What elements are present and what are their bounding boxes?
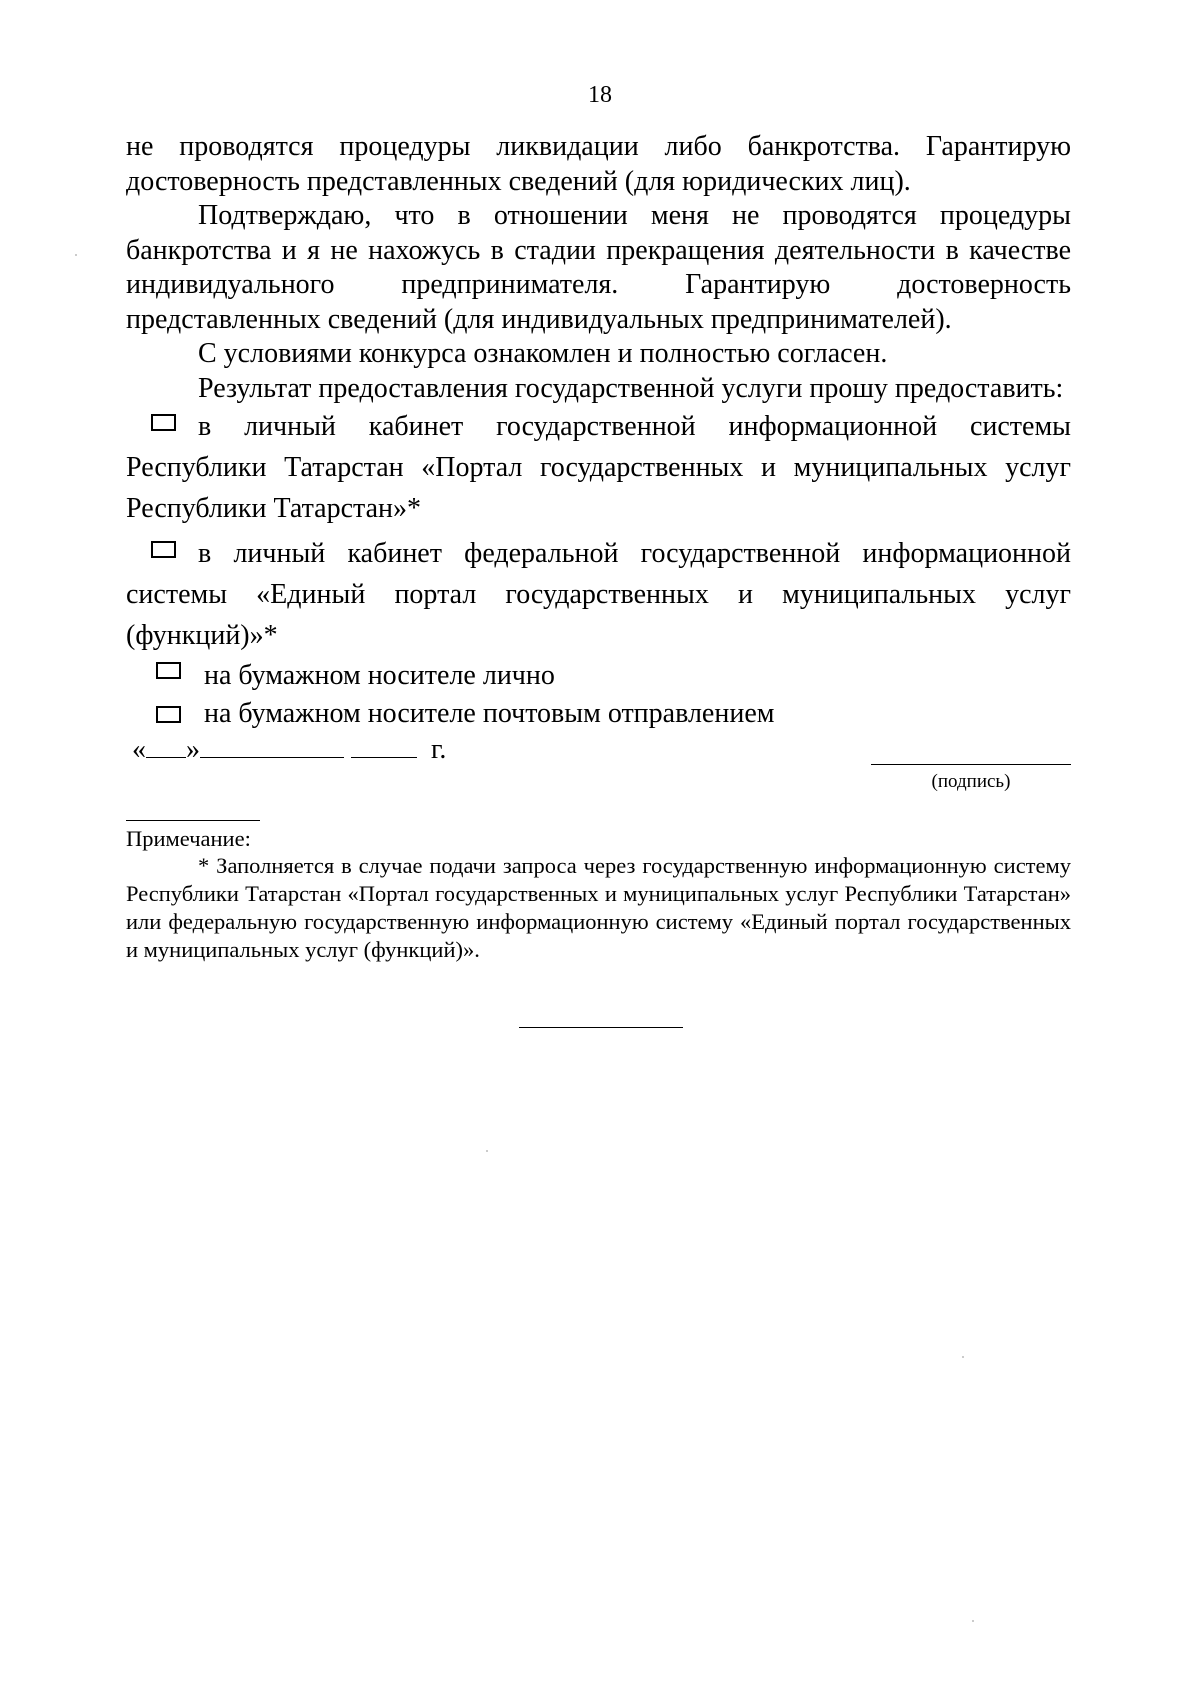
option-federal-portal — [126, 533, 1071, 656]
checkbox-federal-portal[interactable] — [151, 541, 176, 558]
checkbox-paper-by-mail[interactable] — [156, 706, 181, 723]
option-paper-by-mail-label: на бумажном носителе почтовым отправлением — [204, 698, 775, 729]
page-number: 18 — [588, 82, 612, 108]
date-field — [132, 734, 446, 766]
checkbox-paper-in-person[interactable] — [156, 662, 181, 679]
year-blank[interactable] — [351, 735, 417, 758]
scan-speck — [972, 1620, 974, 1622]
paragraph-individual-entrepreneurs: Подтверждаю, что в отношении меня не проводятся процедуры банкротства и я не нахожусь в стадии прекращения деятельности в качестве индивидуального предпринимателя. Гарантирую достоверность представленных сведений (для индивидуальных предпринимателей). — [126, 200, 1071, 335]
document-body — [126, 130, 1071, 732]
signature-line[interactable] — [871, 764, 1071, 765]
year-suffix: г. — [431, 734, 447, 765]
note-title: Примечание: — [126, 826, 251, 851]
paragraph-contest-conditions: С условиями конкурса ознакомлен и полностью согласен. — [198, 338, 888, 369]
paragraph-result-delivery: Результат предоставления государственной услуги прошу предоставить: — [198, 372, 1064, 404]
checkbox-rt-portal[interactable] — [151, 414, 176, 431]
scan-speck — [962, 1356, 964, 1358]
end-of-document-rule — [519, 1027, 683, 1028]
paragraph-legal-entities: не проводятся процедуры ликвидации либо банкротства. Гарантирую достоверность представленных сведений (для юридических лиц). — [126, 131, 1071, 197]
scan-speck — [486, 1150, 488, 1152]
month-blank[interactable] — [200, 735, 344, 758]
signature-caption: (подпись) — [931, 771, 1011, 792]
option-paper-in-person-label: на бумажном носителе лично — [204, 660, 555, 691]
date-open-quote: « — [132, 734, 146, 765]
option-rt-portal — [126, 406, 1071, 529]
option-rt-portal-label: в личный кабинет государственной информационной системы Республики Татарстан «Портал государственных и муниципальных услуг Республики Татарстан»* — [126, 411, 1071, 524]
day-blank[interactable] — [146, 735, 186, 758]
scan-speck — [75, 254, 77, 256]
footnote-separator — [126, 820, 260, 821]
date-close-quote: » — [186, 734, 200, 765]
option-paper-by-mail — [126, 696, 1071, 732]
option-paper-in-person — [126, 658, 1071, 694]
note-text: * Заполняется в случае подачи запроса через государственную информационную систему Республики Татарстан «Портал государственных и муниципальных услуг Республики Татарстан» или федеральную государственную информационную систему «Единый портал государственных и муниципальных услуг (функций)». — [126, 853, 1071, 962]
option-federal-portal-label: в личный кабинет федеральной государственной информационной системы «Единый портал государственных и муниципальных услуг (функций)»* — [126, 538, 1071, 651]
